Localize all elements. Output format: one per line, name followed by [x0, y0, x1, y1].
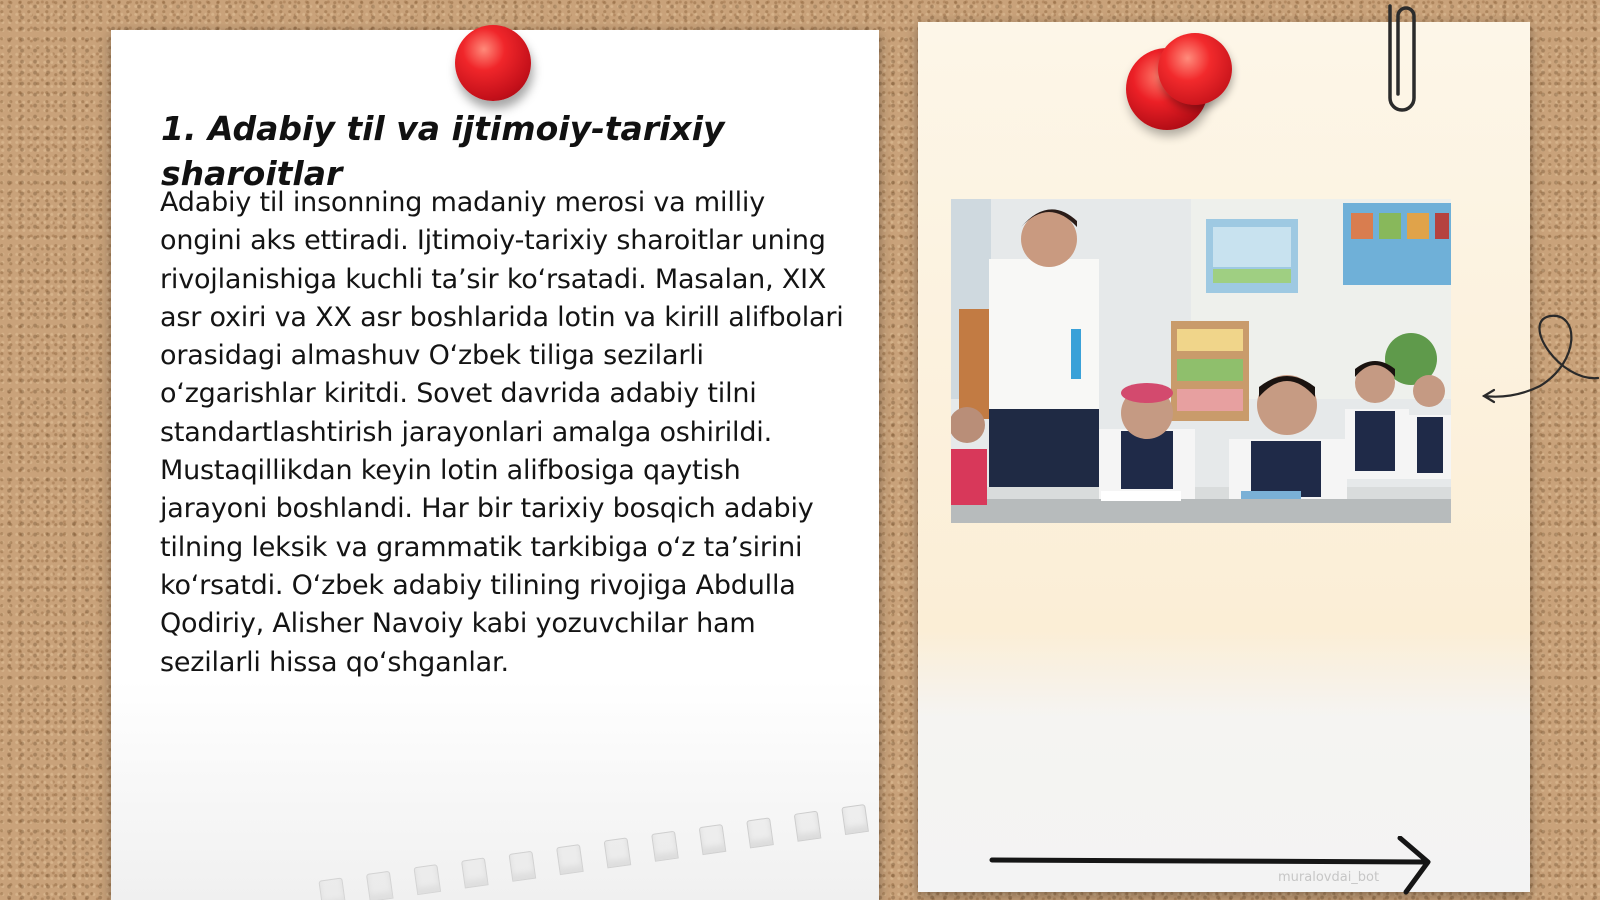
classroom-photo — [951, 199, 1451, 523]
right-paper-note — [918, 22, 1530, 892]
left-paper-note — [111, 30, 879, 900]
slide-title: 1. Adabiy til va ijtimoiy-tarixiy sharoitlar — [161, 109, 725, 193]
binding-tab — [794, 811, 822, 842]
binding-tab — [604, 837, 632, 868]
loop-arrow-doodle — [1480, 312, 1600, 412]
binding-tab — [461, 857, 489, 888]
binding-tab — [651, 831, 679, 862]
watermark: muralovdai_bot — [1278, 870, 1380, 885]
binding-tab — [366, 871, 394, 900]
binding-tab — [318, 877, 346, 900]
arrow-right-icon — [988, 836, 1448, 900]
binding-tab — [413, 864, 441, 895]
slide-body-text: Adabiy til insonning madaniy merosi va milliy ongini aks ettiradi. Ijtimoiy-tarixiy sharoitlar uning rivojlanishiga kuchli ta’sir ko‘rsatadi. Masalan, XIX asr oxiri va XX asr boshlarida lotin va kirill alifbolari orasidagi almashuv O‘zbek tiliga sezilarli o‘zgarishlar kiritdi. Sovet davrida adabiy tilni standartlashtirish jarayonlari amalga oshirildi. Mustaqillikdan keyin lotin alifbosiga qaytish jarayoni boshlandi. Har bir tarixiy bosqich adabiy tilning leksik va grammatik tarkibiga o‘z ta’sirini ko‘rsatdi. O‘zbek adabiy tilining rivojiga Abdulla Qodiriy, Alisher Navoiy kabi yozuvchilar ham sezilarli hissa qo‘shganlar. — [160, 187, 844, 678]
binding-tab — [746, 817, 774, 848]
push-pin-icon — [1158, 33, 1232, 105]
binding-tab — [841, 804, 869, 835]
push-pin-icon — [455, 25, 531, 101]
binding-tab — [699, 824, 727, 855]
paper-clip-icon — [1376, 0, 1420, 126]
classroom-photo-illustration — [951, 199, 1451, 523]
spiral-binding — [311, 790, 871, 900]
binding-tab — [509, 851, 537, 882]
binding-tab — [556, 844, 584, 875]
